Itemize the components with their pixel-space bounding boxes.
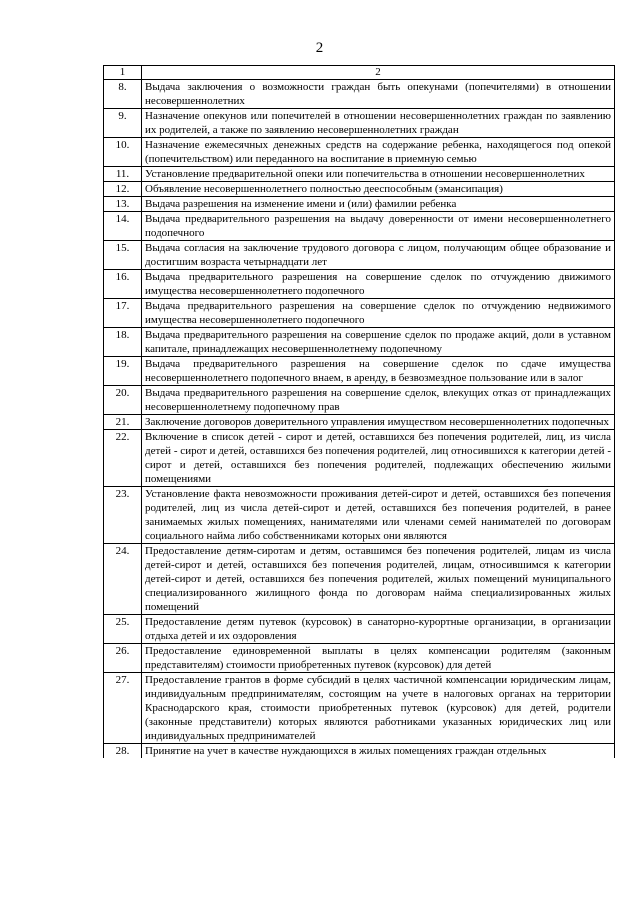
table-row	[104, 80, 615, 109]
service-description: Установление факта невозможности проживания детей-сирот и детей, оставшихся без попечения родителей, лиц из числа детей-сирот и детей, оставшихся без попечения родителей, в ранее занимаемых жилых помещениях, нанимателями или членами семей нанимателей по договорам социального найма либо собственниками которых они являются	[142, 487, 615, 544]
header-cell-service: 2	[142, 66, 615, 80]
row-number: 18.	[104, 328, 142, 357]
service-description: Включение в список детей - сирот и детей, оставшихся без попечения родителей, лиц, из числа детей - сирот и детей, оставшихся без попечения родителей, лиц относившихся к категории детей - сирот и детей, оставшихся без попечения родителей, подлежащих обеспечению жилыми помещениями	[142, 430, 615, 487]
service-description: Выдача предварительного разрешения на совершение сделок, влекущих отказ от принадлежащих несовершеннолетнему подопечному прав	[142, 386, 615, 415]
services-table-body	[104, 66, 615, 759]
table-row	[104, 138, 615, 167]
service-description: Принятие на учет в качестве нуждающихся в жилых помещениях граждан отдельных	[142, 744, 615, 759]
service-description: Заключение договоров доверительного управления имуществом несовершеннолетних подопечных	[142, 415, 615, 430]
row-number: 22.	[104, 430, 142, 487]
table-row	[104, 386, 615, 415]
table-header-row	[104, 66, 615, 80]
table-row	[104, 430, 615, 487]
service-description: Выдача предварительного разрешения на совершение сделок по отчуждению недвижимого имущества несовершеннолетнего подопечного	[142, 299, 615, 328]
table-row	[104, 299, 615, 328]
services-table	[103, 65, 615, 758]
row-number: 20.	[104, 386, 142, 415]
row-number: 10.	[104, 138, 142, 167]
row-number: 14.	[104, 212, 142, 241]
table-row	[104, 212, 615, 241]
row-number: 11.	[104, 167, 142, 182]
page-number: 2	[315, 40, 324, 56]
table-row	[104, 270, 615, 299]
row-number: 13.	[104, 197, 142, 212]
table-row	[104, 357, 615, 386]
row-number: 19.	[104, 357, 142, 386]
row-number: 25.	[104, 615, 142, 644]
row-number: 17.	[104, 299, 142, 328]
service-description: Предоставление единовременной выплаты в целях компенсации родителям (законным представителям) стоимости приобретенных путевок (курсовок) для детей	[142, 644, 615, 673]
service-description: Объявление несовершеннолетнего полностью дееспособным (эмансипация)	[142, 182, 615, 197]
row-number: 8.	[104, 80, 142, 109]
table-row	[104, 744, 615, 759]
row-number: 23.	[104, 487, 142, 544]
row-number: 27.	[104, 673, 142, 744]
row-number: 21.	[104, 415, 142, 430]
service-description: Установление предварительной опеки или попечительства в отношении несовершеннолетних	[142, 167, 615, 182]
row-number: 26.	[104, 644, 142, 673]
row-number: 9.	[104, 109, 142, 138]
table-row	[104, 167, 615, 182]
row-number: 16.	[104, 270, 142, 299]
service-description: Назначение ежемесячных денежных средств на содержание ребенка, находящегося под опекой (попечительством) или переданного на воспитание в приемную семью	[142, 138, 615, 167]
table-row	[104, 109, 615, 138]
table-row	[104, 487, 615, 544]
service-description: Предоставление детям путевок (курсовок) в санаторно-курортные организации, в организации отдыха детей и их оздоровления	[142, 615, 615, 644]
service-description: Предоставление детям-сиротам и детям, оставшимся без попечения родителей, лицам из числа детей-сирот и детей, оставшихся без попечения родителей, лицам, относившимся к категории детей-сирот и детей, оставшихся без попечения родителей, жилых помещений муниципального специализированного жилищного фонда по договорам найма специализированных жилых помещений	[142, 544, 615, 615]
row-number: 28.	[104, 744, 142, 759]
table-row	[104, 197, 615, 212]
service-description: Выдача заключения о возможности граждан быть опекунами (попечителями) в отношении несовершеннолетних	[142, 80, 615, 109]
table-row	[104, 673, 615, 744]
service-description: Выдача предварительного разрешения на совершение сделок по продаже акций, доли в уставном капитале, принадлежащих несовершеннолетнему подопечному	[142, 328, 615, 357]
service-description: Выдача согласия на заключение трудового договора с лицом, получающим общее образование и достигшим возраста четырнадцати лет	[142, 241, 615, 270]
header-cell-number: 1	[104, 66, 142, 80]
row-number: 12.	[104, 182, 142, 197]
table-row	[104, 328, 615, 357]
row-number: 15.	[104, 241, 142, 270]
service-description: Назначение опекунов или попечителей в отношении несовершеннолетних граждан по заявлению их родителей, а также по заявлению несовершеннолетних граждан	[142, 109, 615, 138]
table-row	[104, 544, 615, 615]
table-row	[104, 241, 615, 270]
table-row	[104, 182, 615, 197]
service-description: Выдача разрешения на изменение имени и (или) фамилии ребенка	[142, 197, 615, 212]
table-row	[104, 415, 615, 430]
service-description: Выдача предварительного разрешения на совершение сделок по отчуждению движимого имущества несовершеннолетнего подопечного	[142, 270, 615, 299]
service-description: Выдача предварительного разрешения на совершение сделок по сдаче имущества несовершеннолетнего подопечного внаем, в аренду, в безвозмездное пользование или в залог	[142, 357, 615, 386]
service-description: Выдача предварительного разрешения на выдачу доверенности от имени несовершеннолетнего подопечного	[142, 212, 615, 241]
service-description: Предоставление грантов в форме субсидий в целях частичной компенсации юридическим лицам, индивидуальным предпринимателям, состоящим на учете в налоговых органах на территории Краснодарского края, стоимости приобретенных путевок (курсовок) для детей, родители (законные представители) которых являются работниками указанных юридических лиц или индивидуальных предпринимателей	[142, 673, 615, 744]
table-row	[104, 644, 615, 673]
table-row	[104, 615, 615, 644]
row-number: 24.	[104, 544, 142, 615]
